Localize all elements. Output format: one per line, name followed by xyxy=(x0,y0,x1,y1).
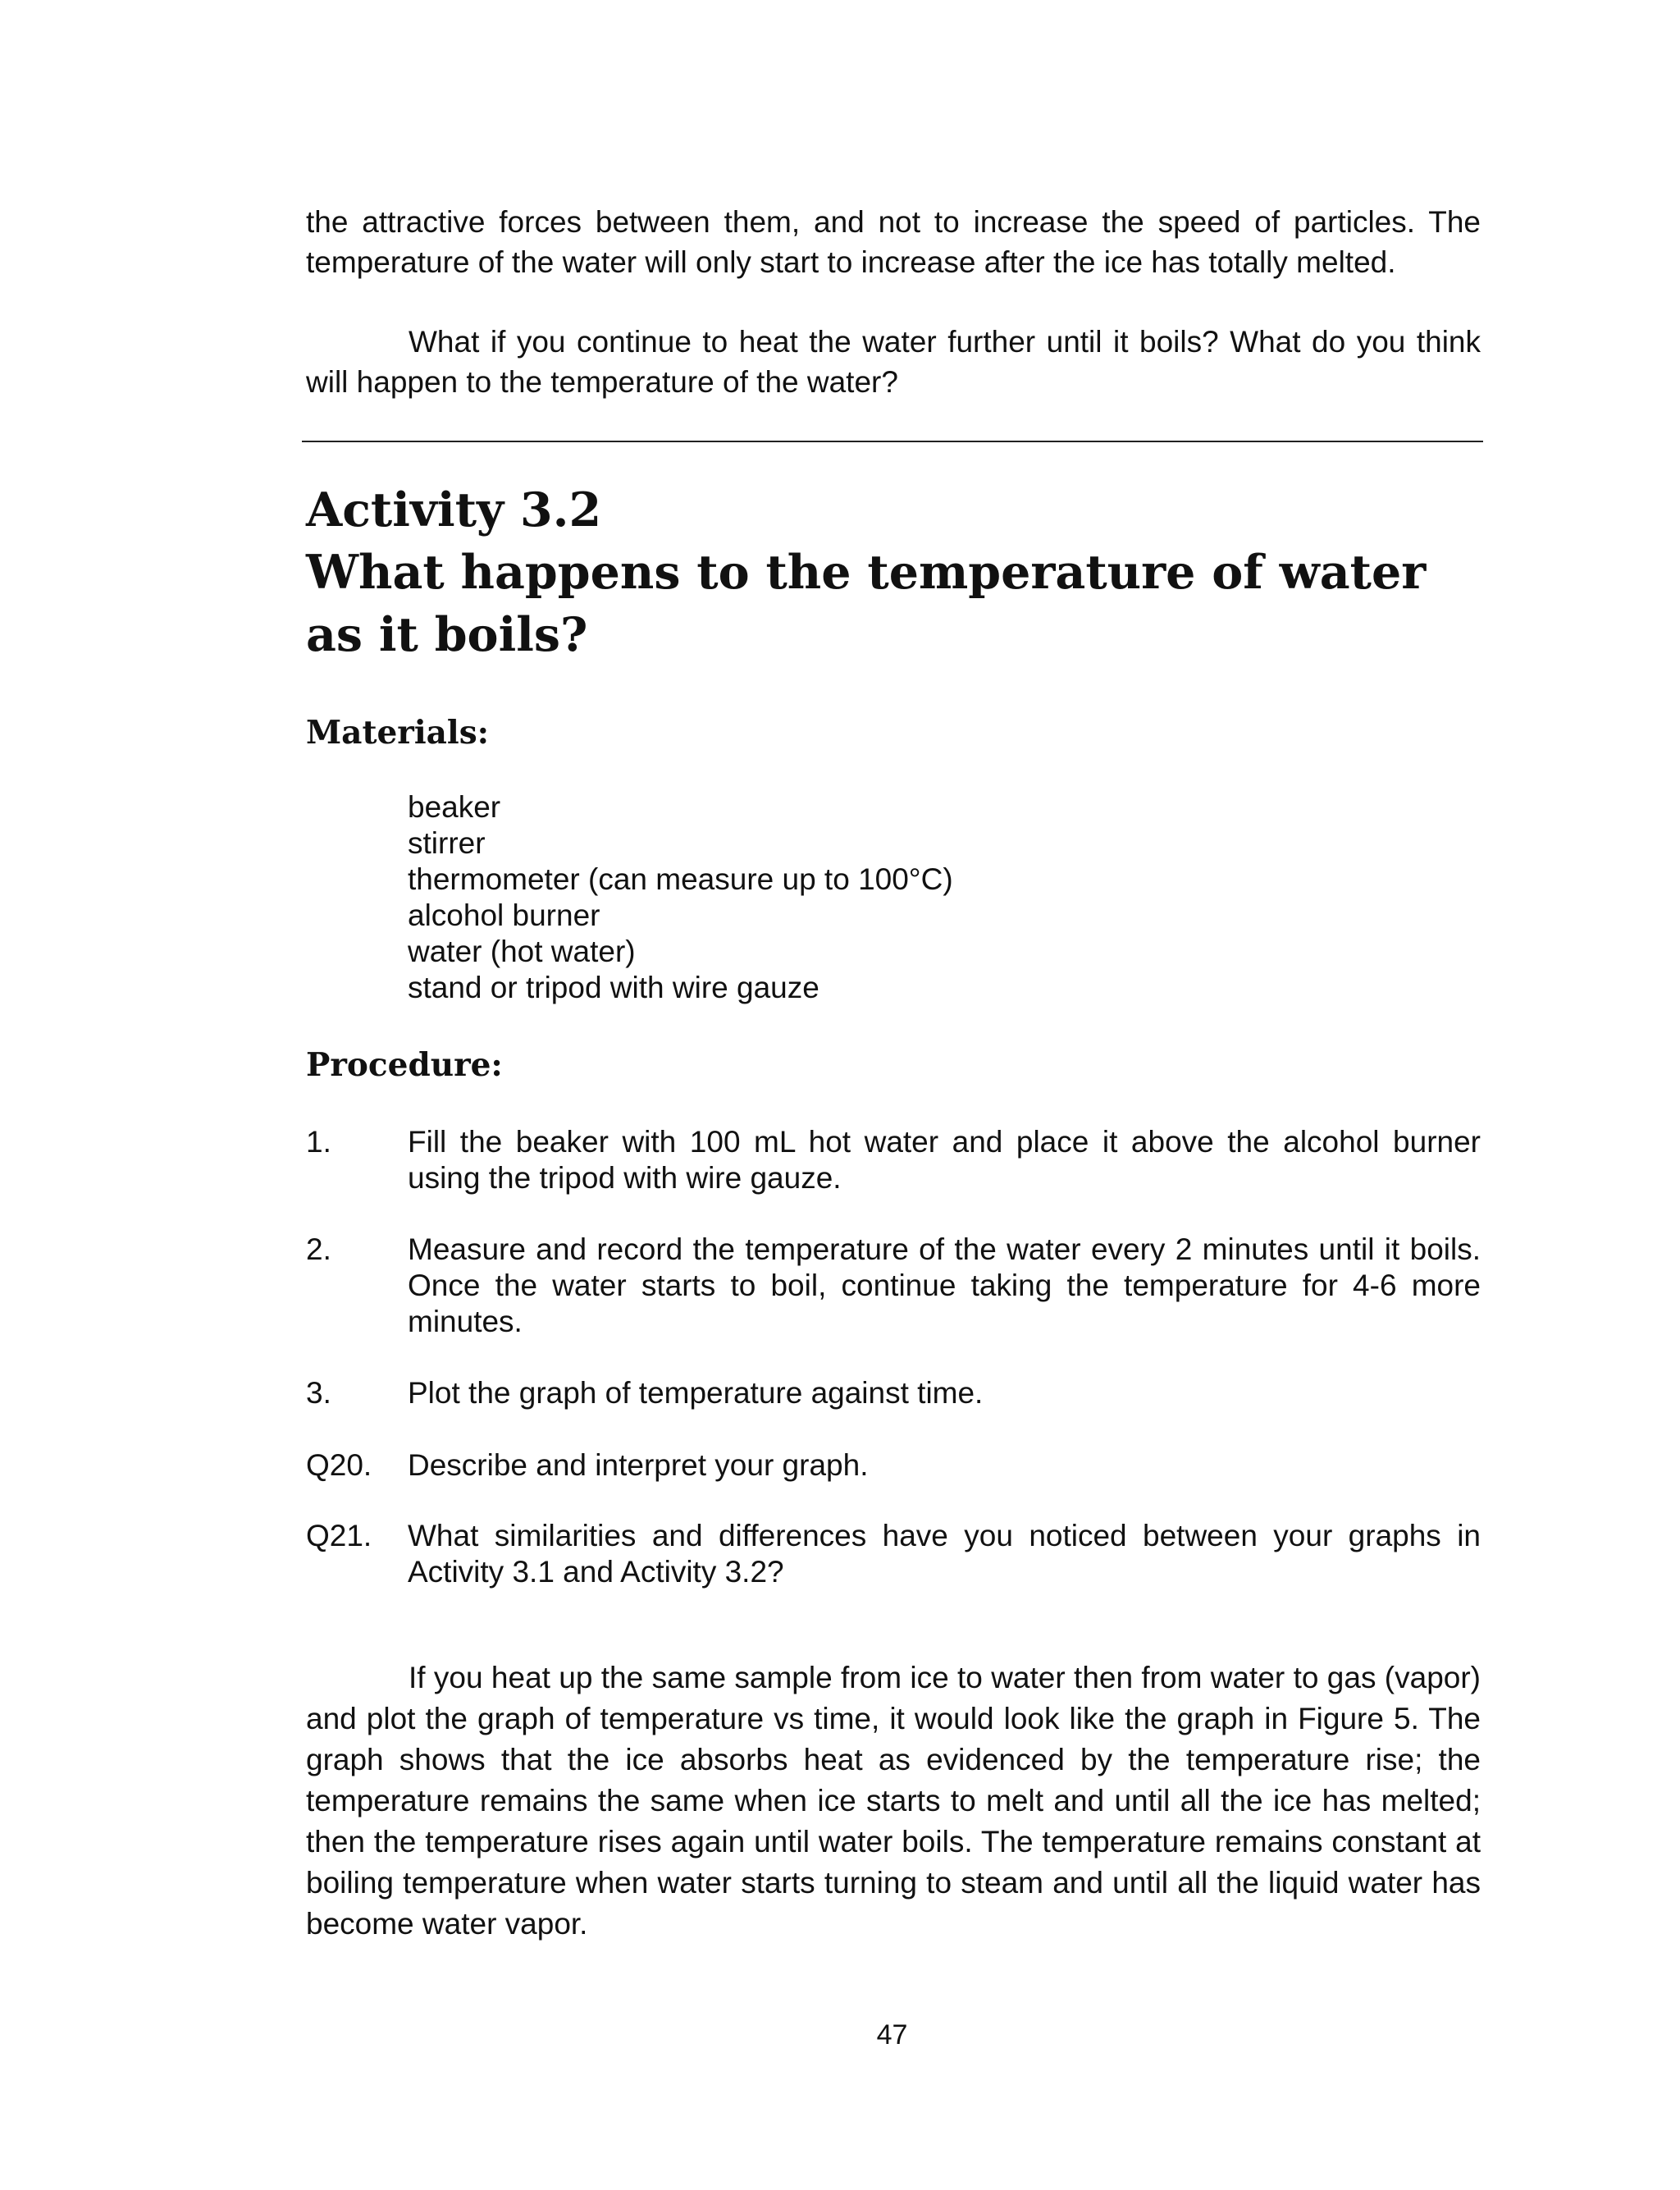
figure-explanation-paragraph: If you heat up the same sample from ice to water then from water to gas (vapor) and plot the graph of temperature vs time, it would look like the graph in Figure 5. The graph shows that the ice absorbs heat as evidenced by the temperature rise; the temperature remains the same when ice starts to melt and until all the ice has melted; then the temperature rises again until water boils. The temperature remains constant at boiling temperature when water starts turning to steam and until all the liquid water has become water vapor. xyxy=(306,1661,1481,1941)
question-text: Describe and interpret your graph. xyxy=(408,1448,869,1482)
step-label: 2. xyxy=(306,1232,331,1266)
materials-item: thermometer (can measure up to 100°C) xyxy=(408,862,953,896)
horizontal-divider xyxy=(302,441,1483,442)
step-label: 3. xyxy=(306,1376,331,1410)
question-text: What similarities and differences have you noticed between your graphs in Activity 3.1 and Activity 3.2? xyxy=(408,1519,1481,1589)
procedure-heading: Procedure: xyxy=(306,1046,503,1084)
materials-item: water (hot water) xyxy=(408,935,636,968)
step-text: Plot the graph of temperature against time. xyxy=(408,1376,984,1410)
procedure-step xyxy=(306,1124,1481,1196)
question-item xyxy=(306,1518,1481,1590)
question-item xyxy=(306,1447,1481,1484)
materials-item: alcohol burner xyxy=(408,898,600,932)
materials-item: beaker xyxy=(408,790,501,824)
question-label: Q21. xyxy=(306,1519,372,1552)
step-text: Fill the beaker with 100 mL hot water and place it above the alcohol burner using the tripod with wire gauze. xyxy=(408,1125,1481,1195)
question-paragraph: What if you continue to heat the water further until it boils? What do you think will happen to the temperature of the water? xyxy=(306,325,1481,399)
intro-paragraph: the attractive forces between them, and not to increase the speed of particles. The temperature of the water will only start to increase after the ice has totally melted. xyxy=(306,205,1481,279)
activity-title: What happens to the temperature of water as it boils? xyxy=(306,545,1427,662)
activity-number: Activity 3.2 xyxy=(306,482,602,537)
procedure-step xyxy=(306,1375,1481,1411)
procedure-step xyxy=(306,1232,1481,1340)
materials-list xyxy=(408,789,953,1006)
materials-heading: Materials: xyxy=(306,714,490,752)
materials-item: stand or tripod with wire gauze xyxy=(408,971,819,1004)
question-label: Q20. xyxy=(306,1448,372,1482)
step-label: 1. xyxy=(306,1125,331,1159)
materials-item: stirrer xyxy=(408,826,486,860)
page-number: 47 xyxy=(876,2019,908,2051)
step-text: Measure and record the temperature of the water every 2 minutes until it boils. Once the water starts to boil, continue taking the temperature for 4-6 more minutes. xyxy=(408,1232,1481,1338)
